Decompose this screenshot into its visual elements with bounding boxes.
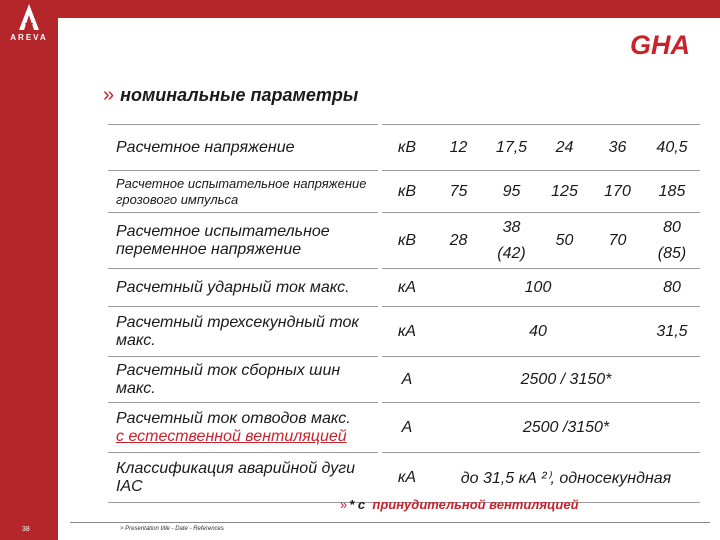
param-name: Расчетный ток сборных шин макс.: [108, 357, 378, 403]
param-value: 17,5: [485, 125, 538, 171]
table-row: [108, 453, 700, 503]
param-value: 40,5: [644, 125, 700, 171]
param-unit: кВ: [382, 125, 432, 171]
param-value: 31,5: [644, 307, 700, 357]
param-value: 12: [432, 125, 485, 171]
left-brand-bar: [0, 0, 58, 540]
table-row: [108, 171, 700, 213]
table-row: [108, 357, 700, 403]
param-value: 125: [538, 171, 591, 213]
chevron-icon: »: [340, 497, 348, 512]
areva-logo-icon: [19, 4, 39, 30]
param-name: Классификация аварийной дуги IAC: [108, 453, 378, 503]
param-unit: А: [382, 357, 432, 403]
param-value: 100: [432, 269, 644, 307]
footer-text: > Presentation title - Date - References: [120, 526, 224, 532]
param-value-alt: (42): [497, 244, 526, 262]
param-name: Расчетный ударный ток макс.: [108, 269, 378, 307]
table-row: [108, 125, 700, 171]
param-name-note: с естественной вентиляцией: [116, 427, 347, 445]
param-value: 185: [644, 171, 700, 213]
footnote-mark: * с: [349, 497, 366, 512]
footer-divider: [70, 522, 710, 523]
parameters-table: [108, 124, 700, 503]
param-value: 80: [644, 269, 700, 307]
param-value-alt: (85): [657, 244, 687, 262]
top-brand-bar: [58, 0, 720, 18]
param-name: [108, 403, 378, 453]
logo-text: AREVA: [10, 33, 48, 42]
page-number: 38: [22, 526, 30, 533]
param-name: Расчетное напряжение: [108, 125, 378, 171]
param-unit: кВ: [382, 213, 432, 269]
param-value: 28: [432, 213, 485, 269]
param-value: 70: [591, 213, 644, 269]
footnote: [340, 497, 579, 512]
footnote-text: принудительной вентиляцией: [372, 497, 579, 512]
param-name: Расчетный трехсекундный ток макс.: [108, 307, 378, 357]
param-unit: кА: [382, 269, 432, 307]
areva-logo: [0, 0, 58, 48]
param-value: до 31,5 кА ²⁾, односекундная: [432, 453, 700, 503]
param-value: [485, 213, 538, 269]
param-value: 24: [538, 125, 591, 171]
section-title-text: номинальные параметры: [120, 85, 359, 105]
param-value-main: 38: [502, 218, 521, 236]
section-title: [103, 84, 358, 107]
param-value: 50: [538, 213, 591, 269]
param-value: [644, 213, 700, 269]
param-name: Расчетное испытательное переменное напряжение: [108, 213, 378, 269]
param-unit: кА: [382, 307, 432, 357]
param-value-main: 80: [663, 218, 681, 236]
table-row: [108, 403, 700, 453]
param-unit: кА: [382, 453, 432, 503]
param-value: 2500 /3150*: [432, 403, 700, 453]
table-row: [108, 269, 700, 307]
param-value: 95: [485, 171, 538, 213]
param-value: 170: [591, 171, 644, 213]
param-value: 40: [432, 307, 644, 357]
param-value: 36: [591, 125, 644, 171]
param-unit: кВ: [382, 171, 432, 213]
param-unit: А: [382, 403, 432, 453]
param-value: 2500 / 3150*: [432, 357, 700, 403]
param-name: Расчетное испытательное напряжение грозового импульса: [108, 171, 378, 213]
param-name-main: Расчетный ток отводов макс.: [116, 409, 351, 427]
param-value: 75: [432, 171, 485, 213]
chevron-icon: »: [103, 84, 115, 106]
table-row: [108, 307, 700, 357]
table-row: [108, 213, 700, 269]
product-code: GHA: [630, 30, 690, 60]
